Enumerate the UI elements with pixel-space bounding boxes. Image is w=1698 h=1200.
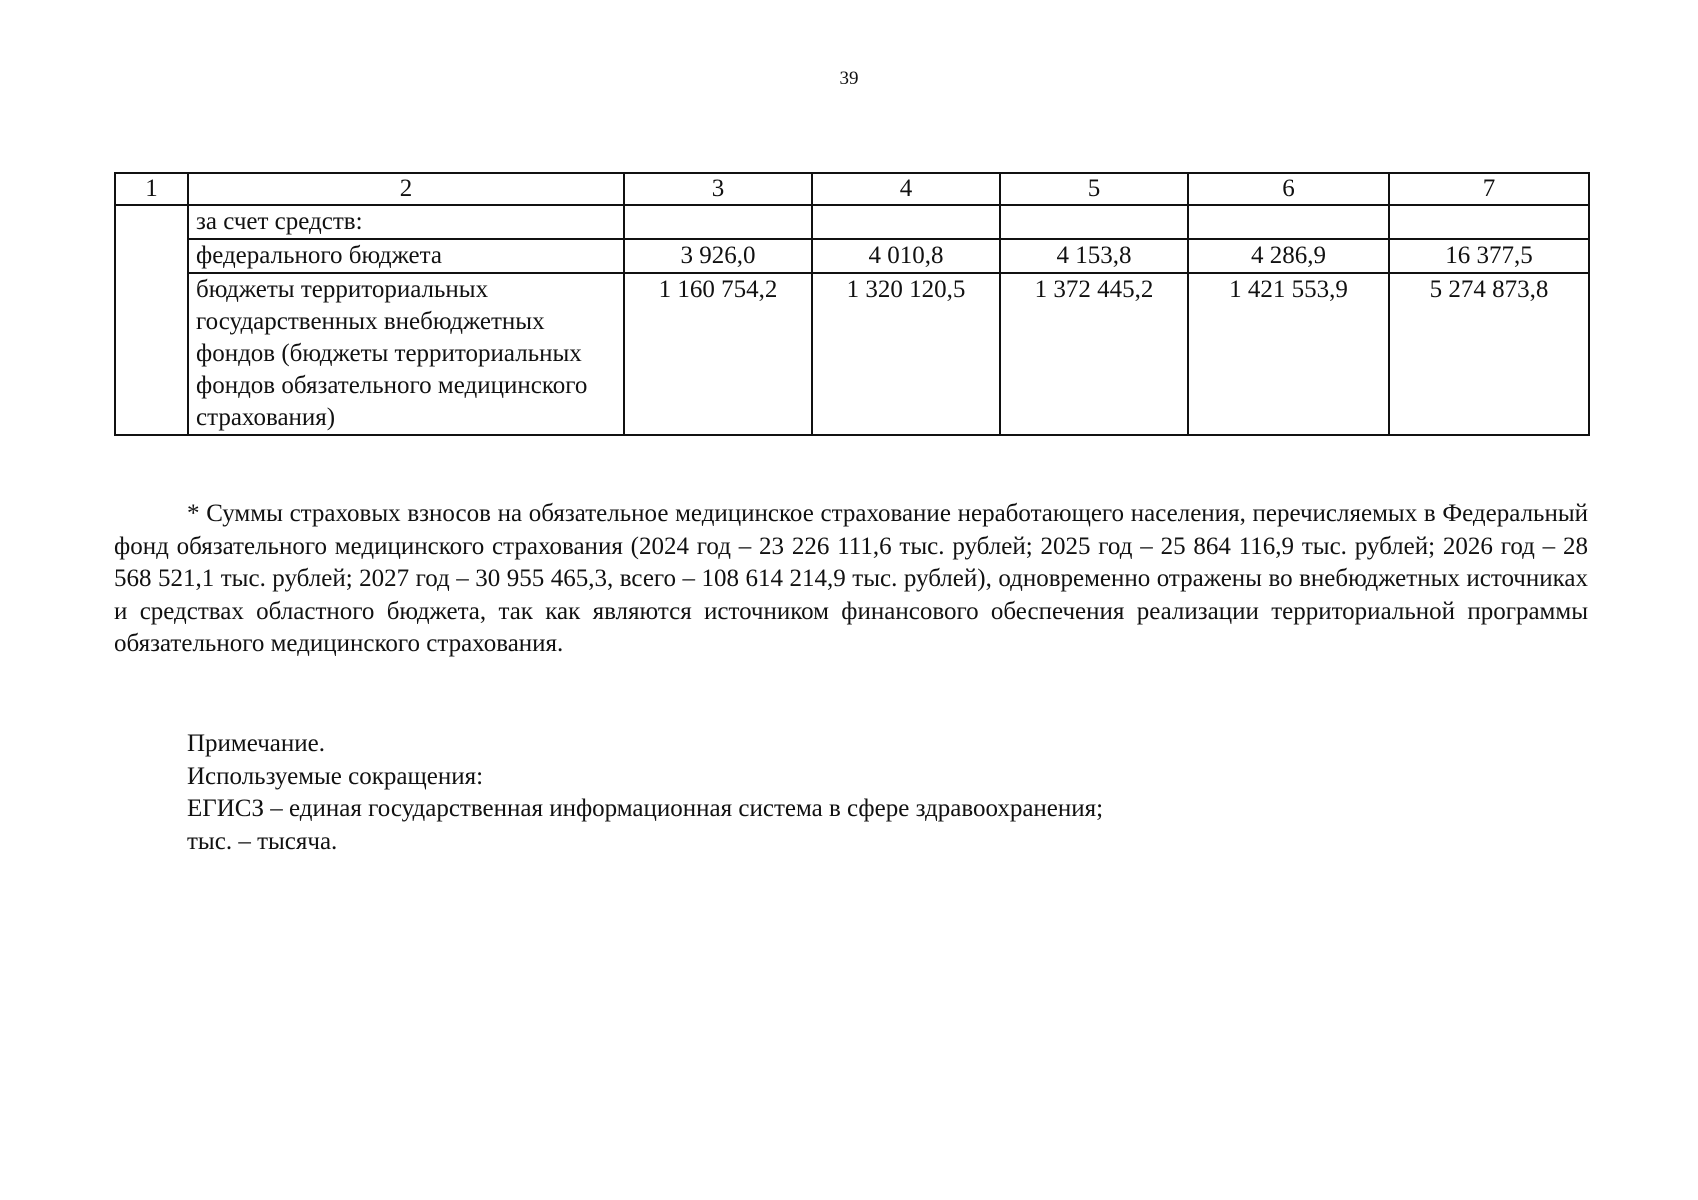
table-header-cell: 7: [1389, 173, 1589, 205]
table-row-label: бюджеты территориальных государственных внебюджетных фондов (бюджеты территориальных фондов обязательного медицинского страхования): [188, 273, 624, 435]
table-header-cell: 1: [115, 173, 188, 205]
table-header-cell: 5: [1000, 173, 1188, 205]
table-cell: 5 274 873,8: [1389, 273, 1589, 435]
notes-subtitle: Используемые сокращения:: [187, 762, 484, 790]
table-cell: 4 153,8: [1000, 239, 1188, 273]
table-cell: [1389, 205, 1589, 239]
table-cell-empty: [115, 273, 188, 435]
table-row: [115, 273, 1589, 435]
table-row: [115, 205, 1589, 239]
table-cell: 16 377,5: [1389, 239, 1589, 273]
table-cell: 4 286,9: [1188, 239, 1389, 273]
table-cell: [624, 205, 812, 239]
table-header-cell: 2: [188, 173, 624, 205]
table-cell-empty: [115, 205, 188, 239]
footnote-paragraph: * Суммы страховых взносов на обязательное медицинское страхование неработающего населения, перечисляемых в Федеральный фонд обязательного медицинского страхования (2024 год – 23 226 111,6 тыс. рублей; 2025 год – 25 864 116,9 тыс. рублей; 2026 год – 28 568 521,1 тыс. рублей; 2027 год – 30 955 465,3, всего – 108 614 214,9 тыс. рублей), одновременно отражены во внебюджетных источниках и средствах областного бюджета, так как являются источником финансового обеспечения реализации территориальной программы обязательного медицинского страхования.: [114, 500, 1588, 657]
table-header-cell: 4: [812, 173, 1000, 205]
table-header-cell: 3: [624, 173, 812, 205]
table-header-cell: 6: [1188, 173, 1389, 205]
table-cell: 1 320 120,5: [812, 273, 1000, 435]
table-header-row: [115, 173, 1589, 205]
table-row-label: федерального бюджета: [188, 239, 624, 273]
table-row: [115, 239, 1589, 273]
table-cell: 1 421 553,9: [1188, 273, 1389, 435]
page-number: 39: [839, 68, 859, 89]
table-cell: [1000, 205, 1188, 239]
table-row-label: за счет средств:: [188, 205, 624, 239]
table-cell-empty: [115, 239, 188, 273]
table-cell: 4 010,8: [812, 239, 1000, 273]
table-cell: [1188, 205, 1389, 239]
abbreviation-item: ЕГИСЗ – единая государственная информационная система в сфере здравоохранения;: [187, 795, 1104, 822]
table-cell: 1 372 445,2: [1000, 273, 1188, 435]
notes-title: Примечание.: [187, 730, 326, 757]
notes-section: [187, 728, 1587, 858]
abbreviation-item: тыс. – тысяча.: [187, 827, 338, 855]
table-cell: 1 160 754,2: [624, 273, 812, 435]
budget-table: [114, 172, 1590, 436]
table-cell: 3 926,0: [624, 239, 812, 273]
table-cell: [812, 205, 1000, 239]
